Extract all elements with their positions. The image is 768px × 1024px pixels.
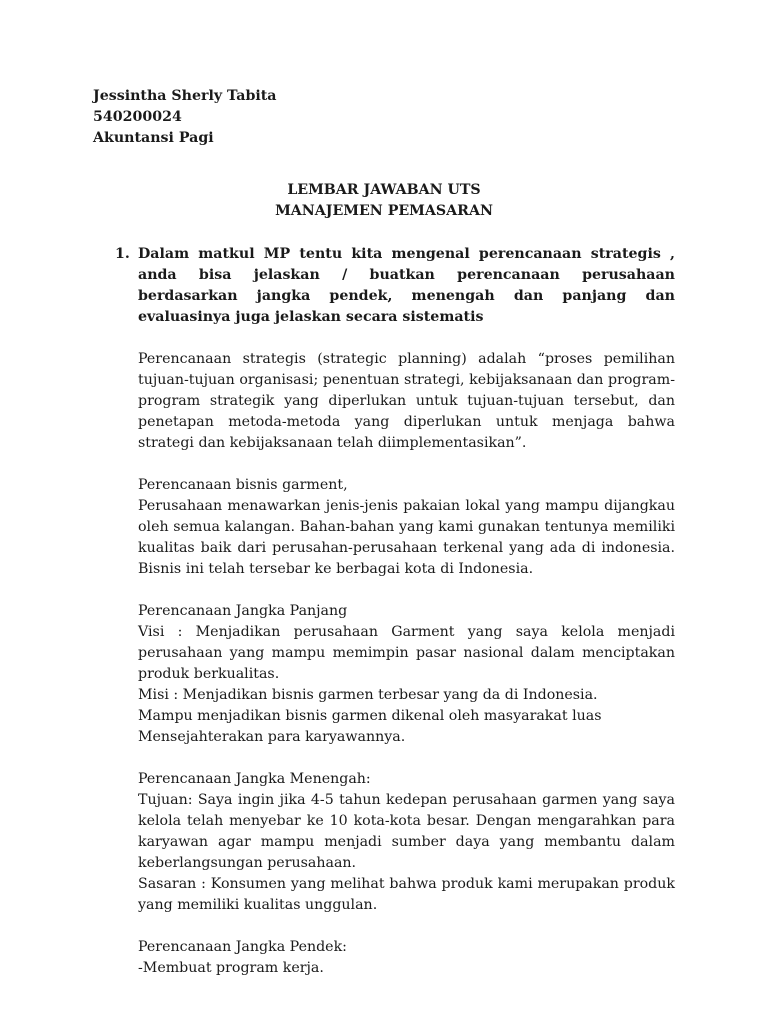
student-class: Akuntansi Pagi [93,130,214,146]
short-term-heading: Perencanaan Jangka Pendek: [138,939,347,955]
long-term-heading: Perencanaan Jangka Panjang [138,603,348,619]
mid-term-heading: Perencanaan Jangka Menengah: [138,771,371,787]
target-text: Sasaran : Konsumen yang melihat bahwa produk kami merupakan produk yang memiliki kualitas unggulan. [138,876,675,913]
goal-text: Tujuan: Saya ingin jika 4-5 tahun kedepan perusahaan garmen yang saya kelola telah menyebar ke 10 kota-kota besar. Dengan mengarahkan para karyawan agar mampu menjadi sumber daya yang membantu dalam keberlangsungan perusahaan. [138,792,675,871]
question-number: 1. [115,246,130,262]
question-text: Dalam matkul MP tentu kita mengenal perencanaan strategis , anda bisa jelaskan / buatkan perencanaan perusahaan berdasarkan jangka pendek, menengah dan panjang dan evaluasinya juga jelaskan secara sistematis [138,246,675,325]
question-1 [93,244,675,328]
document-title [93,180,675,222]
vision-text: Visi : Menjadikan perusahaan Garment yang saya kelola menjadi perusahaan yang mampu memimpin pasar nasional dalam menciptakan produk berkualitas. [138,624,675,682]
business-heading: Perencanaan bisnis garment, [138,477,348,493]
business-paragraph: Perusahaan menawarkan jenis-jenis pakaian lokal yang mampu dijangkau oleh semua kalangan. Bahan-bahan yang kami gunakan tentunya memiliki kualitas baik dari perusahan-perusahaan terkenal yang ada di indonesia. Bisnis ini telah tersebar ke berbagai kota di Indonesia. [138,498,675,577]
student-header [93,86,675,149]
short-term-item-1: -Membuat program kerja. [138,960,324,976]
mission-item-2: Mampu menjadikan bisnis garmen dikenal oleh masyarakat luas [138,708,602,724]
answer-body [93,349,675,979]
title-line-2: MANAJEMEN PEMASARAN [275,203,493,219]
student-name: Jessintha Sherly Tabita [93,88,277,104]
definition-paragraph: Perencanaan strategis (strategic planning) adalah “proses pemilihan tujuan-tujuan organisasi; penentuan strategi, kebijaksanaan dan program-program strategik yang diperlukan untuk tujuan-tujuan tersebut, dan penetapan metoda-metoda yang diperlukan untuk menjaga bahwa strategi dan kebijaksanaan telah diimplementasikan”. [138,351,675,451]
student-id: 540200024 [93,109,182,125]
title-line-1: LEMBAR JAWABAN UTS [287,182,481,198]
mission-text: Misi : Menjadikan bisnis garmen terbesar yang da di Indonesia. [138,687,598,703]
mission-item-3: Mensejahterakan para karyawannya. [138,729,406,745]
